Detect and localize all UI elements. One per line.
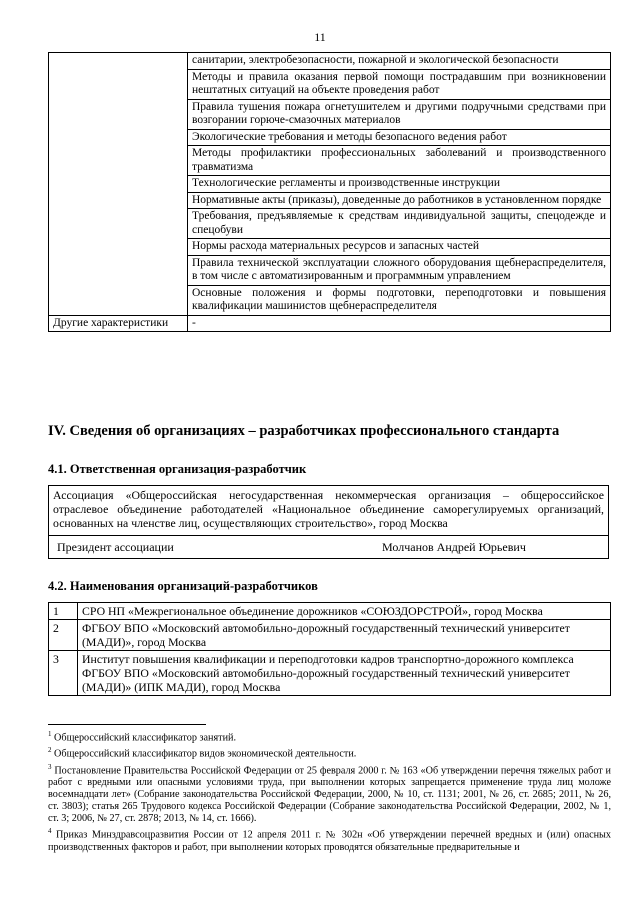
footnote-text: Постановление Правительства Российской Федерации от 25 февраля 2000 г. № 163 «Об утверждении перечня тяжелых работ и работ с вредными или опасными условиями труда, при выполнении которых запрещается применение труда лиц моложе восемнадцати лет» (Собрание законодательства Российской Федерации, 2000, № 10, ст. 1131; 2001, № 26, ст. 2685; 2011, № 26, ст. 3803); статья 265 Трудового кодекса Российской Федерации (Собрание законодательства Российской Федерации, 2002, № 1, ст. 3; 2006, № 27, ст. 2878; 2013, № 14, ст. 1666). (48, 765, 611, 825)
knowledge-table (48, 52, 611, 332)
footnote-text: Приказ Минздравсоцразвития России от 12 апреля 2011 г. № 302н «Об утверждении перечней вредных и (или) опасных производственных факторов и работ, при выполнении которых проводятся обязательные предварительные и (48, 829, 612, 853)
knowledge-item: Основные положения и формы подготовки, переподготовки и повышения квалификации машинистов щебнераспределителя (188, 285, 611, 315)
knowledge-item: Правила технической эксплуатации сложного оборудования щебнераспределителя, в том числе с автоматизированным и программным управлением (188, 255, 611, 285)
table-row (49, 315, 611, 332)
knowledge-item: Методы профилактики профессиональных заболеваний и производственного травматизма (188, 146, 611, 176)
footnote (48, 825, 611, 853)
developers-title: 4.2. Наименования организаций-разработчиков (48, 579, 318, 593)
developer-num: 1 (49, 603, 78, 620)
other-characteristics-label: Другие характеристики (49, 315, 188, 332)
responsible-org-text: Ассоциация «Общероссийская негосударственная некоммерческая организация – общероссийское отраслевое объединение работодателей «Национальное объединение саморегулируемых организаций, основанных на членстве лиц, осуществляющих строительство», город Москва (48, 485, 609, 536)
footnote-divider (48, 724, 206, 725)
table-row (49, 603, 611, 620)
developer-num: 3 (49, 651, 78, 696)
footnote (48, 761, 611, 825)
table-row (49, 651, 611, 696)
president-row (48, 536, 609, 559)
president-position: Президент ассоциации (57, 540, 174, 554)
developers-table (48, 602, 611, 696)
footnote-text: Общероссийский классификатор занятий. (54, 732, 237, 744)
table-row (49, 620, 611, 651)
footnote-text: Общероссийский классификатор видов экономической деятельности. (54, 748, 357, 760)
knowledge-item: Нормативные акты (приказы), доведенные до работников в установленном порядке (188, 192, 611, 209)
footnote-marker: 4 (48, 827, 52, 836)
knowledge-item: Экологические требования и методы безопасного ведения работ (188, 129, 611, 146)
table-cell-empty (49, 53, 188, 316)
page-number: 11 (314, 30, 326, 44)
table-row (49, 53, 611, 70)
knowledge-item: Нормы расхода материальных ресурсов и запасных частей (188, 239, 611, 256)
footnote-marker: 3 (48, 762, 52, 771)
footnote-marker: 1 (48, 730, 52, 738)
developer-num: 2 (49, 620, 78, 651)
knowledge-item: санитарии, электробезопасности, пожарной и экологической безопасности (188, 53, 611, 70)
responsible-org-title: 4.1. Ответственная организация-разработчик (48, 462, 307, 476)
knowledge-item: Методы и правила оказания первой помощи пострадавшим при возникновении нештатных ситуаций на объекте проведения работ (188, 69, 611, 99)
president-name: Молчанов Андрей Юрьевич (382, 540, 526, 554)
footnote (48, 728, 611, 744)
knowledge-item: Технологические регламенты и производственные инструкции (188, 176, 611, 193)
footnote-marker: 2 (48, 746, 52, 755)
other-characteristics-value: - (188, 315, 611, 332)
footnote (48, 744, 611, 760)
section-title: IV. Сведения об организациях – разработчиках профессионального стандарта (48, 423, 560, 439)
knowledge-item: Правила тушения пожара огнетушителем и другими подручными средствами при возгорании горюче-смазочных материалов (188, 99, 611, 129)
knowledge-item: Требования, предъявляемые к средствам индивидуальной защиты, спецодежде и спецобуви (188, 209, 611, 239)
developer-name: Институт повышения квалификации и переподготовки кадров транспортно-дорожного комплекса ФГБОУ ВПО «Московский автомобильно-дорожный государственный технический университет (МАДИ)» (ИПК МАДИ), город Москва (78, 651, 611, 696)
developer-name: СРО НП «Межрегиональное объединение дорожников «СОЮЗДОРСТРОЙ», город Москва (78, 603, 611, 620)
footnotes (48, 728, 611, 854)
developer-name: ФГБОУ ВПО «Московский автомобильно-дорожный государственный технический университет (МАДИ)», город Москва (78, 620, 611, 651)
